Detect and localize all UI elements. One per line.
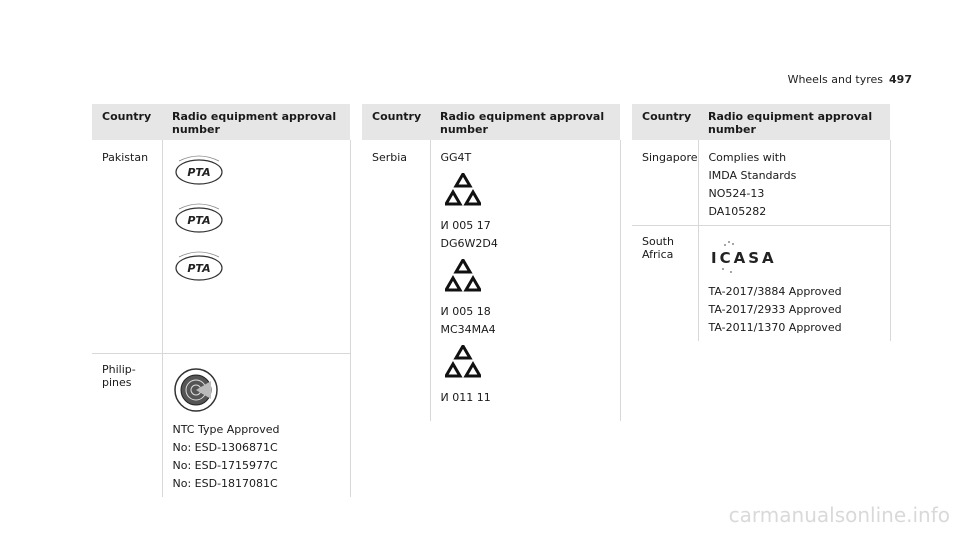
- page-number: 497: [889, 73, 912, 86]
- approval-cell: [698, 140, 890, 226]
- icasa-logo-icon: [709, 239, 801, 275]
- ntc-seal-icon: [173, 367, 219, 413]
- pta-logo-text: PTA: [186, 262, 211, 275]
- pta-logo-text: PTA: [186, 166, 211, 179]
- table-row: [632, 140, 890, 226]
- col-header-approval: Radio equipment approval number: [162, 104, 350, 140]
- table-row: [92, 354, 350, 498]
- singapore-line: DA105282: [708, 205, 767, 218]
- singapore-line: Complies with: [708, 151, 787, 164]
- approval-cell: [162, 354, 350, 498]
- country-cell: Philip- pines: [92, 354, 162, 498]
- approval-cell: [162, 140, 350, 354]
- serbia-line: DG6W2D4: [440, 237, 498, 250]
- col-header-approval: Radio equipment approval number: [430, 104, 620, 140]
- page-header: [788, 73, 912, 86]
- icasa-line: TA-2011/1370 Approved: [708, 321, 842, 334]
- approval-table-3: [632, 104, 891, 341]
- serbia-line: И 005 17: [440, 219, 491, 232]
- serbia-line: GG4T: [440, 151, 472, 164]
- singapore-line: NO524-13: [708, 187, 765, 200]
- serbia-line: И 011 11: [440, 391, 491, 404]
- icasa-line: TA-2017/2933 Approved: [708, 303, 842, 316]
- table-row: [92, 140, 350, 354]
- icasa-line: TA-2017/3884 Approved: [708, 285, 842, 298]
- col-header-country: Country: [92, 104, 162, 140]
- col-header-approval: Radio equipment approval number: [698, 104, 890, 140]
- icasa-logo-text: ICASA: [710, 249, 777, 267]
- singapore-line: IMDA Standards: [708, 169, 797, 182]
- approval-cell: [698, 226, 890, 342]
- approval-table-2: [362, 104, 621, 421]
- table-row: [632, 226, 890, 342]
- ntc-line: No: ESD-1306871C: [172, 441, 278, 454]
- watermark: carmanualsonline.info: [728, 503, 950, 527]
- col-header-country: Country: [362, 104, 430, 140]
- pta-logo-icon: [173, 201, 225, 235]
- country-cell: Pakistan: [92, 140, 162, 354]
- ntc-line: NTC Type Approved: [172, 423, 280, 436]
- pta-logo-icon: [173, 249, 225, 283]
- triangles-icon: [445, 259, 481, 293]
- country-cell: Serbia: [362, 140, 430, 421]
- approval-table-1: [92, 104, 351, 497]
- pta-logo-text: PTA: [186, 214, 211, 227]
- table-row: [362, 140, 620, 421]
- serbia-line: И 005 18: [440, 305, 491, 318]
- country-cell: Singapore: [632, 140, 698, 226]
- ntc-line: No: ESD-1715977C: [172, 459, 278, 472]
- approval-cell: [430, 140, 620, 421]
- ntc-line: No: ESD-1817081C: [172, 477, 278, 490]
- col-header-country: Country: [632, 104, 698, 140]
- triangles-icon: [445, 345, 481, 379]
- triangles-icon: [445, 173, 481, 207]
- country-cell: South Africa: [632, 226, 698, 342]
- section-title: Wheels and tyres: [787, 73, 884, 86]
- serbia-line: MC34MA4: [440, 323, 496, 336]
- pta-logo-icon: [173, 153, 225, 187]
